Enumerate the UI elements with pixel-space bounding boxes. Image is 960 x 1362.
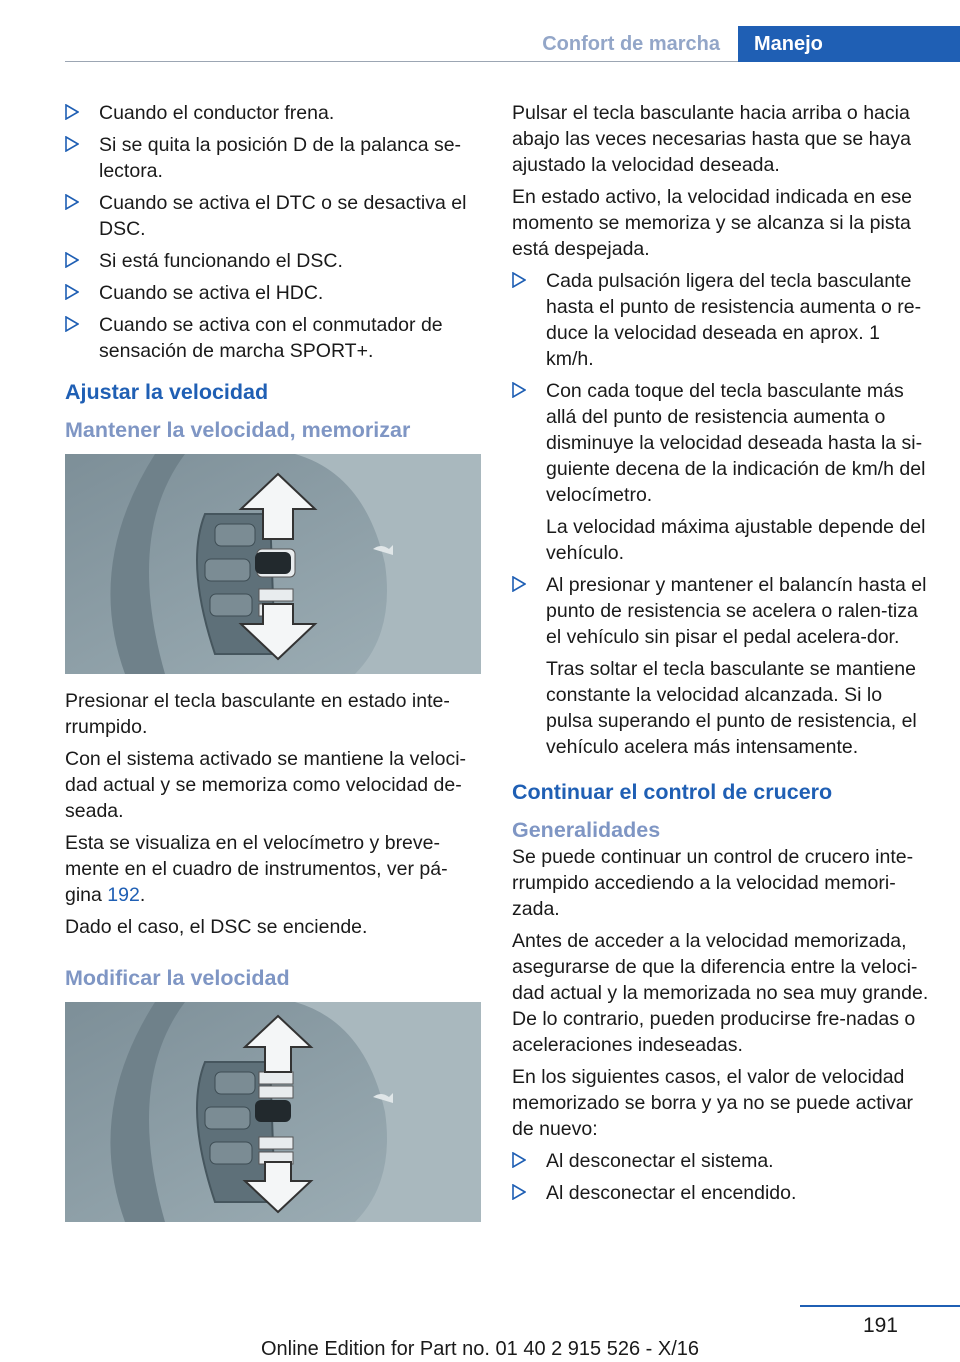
list-item: Al desconectar el encendido. (512, 1180, 932, 1206)
paragraph-press-rocker: Presionar el tecla basculante en estado inte-rrumpido. (65, 690, 450, 738)
paragraph-display: Esta se visualiza en el velocímetro y breve-mente en el cuadro de instrumentos, ver pá-gina 192. (65, 832, 448, 906)
list-item: Cuando se activa el HDC. (65, 280, 481, 306)
list-item: Cada pulsación ligera del tecla basculante hasta el punto de resistencia aumenta o re-duce la velocidad deseada en aprox. 1 km/h. (512, 268, 932, 372)
triangle-right-icon (65, 284, 79, 300)
footer-rule (800, 1305, 960, 1307)
triangle-right-icon (512, 1152, 526, 1168)
list-item: Cuando se activa el DTC o se desactiva el DSC. (65, 190, 481, 242)
paragraph-push-rocker: Pulsar el tecla basculante hacia arriba o hacia abajo las veces necesarias hasta que se haya ajustado la velocidad deseada. (512, 102, 911, 176)
header-section-label[interactable]: Confort de marcha (542, 33, 720, 55)
paragraph-cases: En los siguientes casos, el valor de velocidad memorizado se borra y ya no se puede activar de nuevo: (512, 1066, 914, 1140)
reset-cases-list (512, 1148, 932, 1206)
list-item: Al presionar y mantener el balancín hasta el punto de resistencia se acelera o ralen-tiza el vehículo sin pisar el pedal acelera-dor. Tras soltar el tecla basculante se mantiene constante la velocidad alcanzada. Si lo pulsa superando el punto de resistencia, el vehículo acelera más intensamente. (512, 572, 932, 760)
right-column (512, 100, 932, 1212)
list-item: Cuando se activa con el conmutador de sensación de marcha SPORT+. (65, 312, 481, 364)
triangle-right-icon (65, 316, 79, 332)
paragraph-dsc: Dado el caso, el DSC se enciende. (65, 916, 368, 938)
list-item-note: La velocidad máxima ajustable depende del vehículo. (546, 516, 926, 564)
triangle-right-icon (512, 1184, 526, 1200)
triangle-right-icon (65, 252, 79, 268)
triangle-right-icon (512, 576, 526, 592)
heading-modify-speed: Modificar la velocidad (65, 966, 290, 990)
list-item: Con cada toque del tecla basculante más allá del punto de resistencia aumenta o disminuye la velocidad deseada hasta la si-guiente decena de la indicación de km/h del velocímetro. La velocidad máxima ajustable depende del vehículo. (512, 378, 932, 566)
left-column (65, 100, 481, 1236)
list-item: Cuando el conductor frena. (65, 100, 481, 126)
triangle-right-icon (512, 382, 526, 398)
page-number: 191 (862, 1314, 898, 1337)
triangle-right-icon (65, 104, 79, 120)
header-chapter-tab[interactable]: Manejo (738, 26, 960, 62)
heading-general: Generalidades (512, 818, 661, 842)
triangle-right-icon (512, 272, 526, 288)
list-item-note: Tras soltar el tecla basculante se mantiene constante la velocidad alcanzada. Si lo pulsa superando el punto de resistencia, el vehículo acelera más intensamente. (546, 658, 917, 758)
heading-continue-cruise: Continuar el control de crucero (512, 780, 833, 804)
footer-edition: Online Edition for Part no. 01 40 2 915 526 - X/16 (260, 1338, 700, 1360)
triangle-right-icon (65, 136, 79, 152)
paragraph-continue: Se puede continuar un control de crucero inte-rrumpido accediendo a la velocidad memori-zada. (512, 846, 914, 920)
list-item: Si está funcionando el DSC. (65, 248, 481, 274)
paragraph-before-access: Antes de acceder a la velocidad memorizada, asegurarse de que la diferencia entre la veloci-dad actual y la memorizada no sea muy grande. De lo contrario, pueden producirse fre-nadas o aceleraciones indeseadas. (512, 930, 929, 1056)
page-reference-link[interactable]: 192 (107, 884, 140, 906)
paragraph-system-active: Con el sistema activado se mantiene la veloci-dad actual y se memoriza como velocidad de-seada. (65, 748, 467, 822)
heading-adjust-speed: Ajustar la velocidad (65, 380, 269, 404)
steering-wheel-rocker-illustration (65, 454, 481, 674)
list-item: Si se quita la posición D de la palanca se-lectora. (65, 132, 481, 184)
paragraph-active-state: En estado activo, la velocidad indicada en ese momento se memoriza y se alcanza si la pista está despejada. (512, 186, 913, 260)
heading-keep-speed: Mantener la velocidad, memorizar (65, 418, 411, 442)
triangle-right-icon (65, 194, 79, 210)
condition-list (65, 100, 481, 364)
rocker-behaviour-list (512, 268, 932, 760)
steering-wheel-rocker-illustration (65, 1002, 481, 1222)
list-item: Al desconectar el sistema. (512, 1148, 932, 1174)
